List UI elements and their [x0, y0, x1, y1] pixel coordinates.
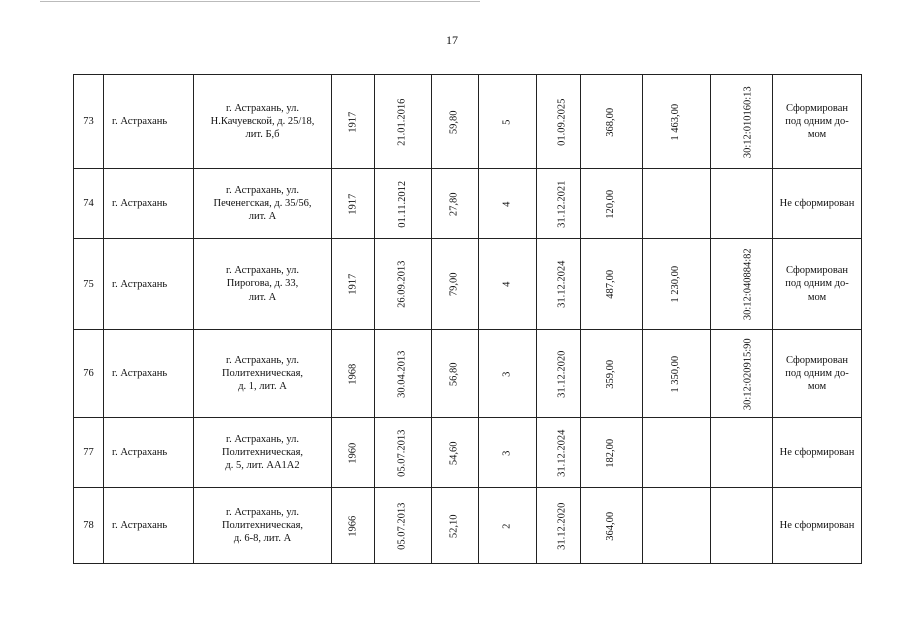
status-line: мом: [807, 129, 827, 141]
area-cell: [432, 239, 479, 330]
value1-cell: [581, 169, 643, 239]
status-cell: [773, 75, 862, 169]
status-line: Сформирован: [785, 102, 848, 114]
status-cell: [773, 239, 862, 330]
build-year: 1960: [346, 442, 358, 464]
count: 5: [501, 119, 513, 125]
address-line: Политехническая,: [221, 519, 304, 531]
cadastral-cell: [711, 488, 773, 564]
cadastral-number: 30:12:040884:82: [742, 248, 754, 321]
deadline-date: 31.12.2024: [556, 260, 568, 309]
emergency-date: 05.07.2013: [396, 502, 408, 550]
cadastral-cell: [711, 169, 773, 239]
value-1: 120,00: [605, 189, 617, 219]
row-number-cell: [74, 330, 104, 418]
city: г. Астрахань: [112, 198, 168, 209]
row-number: 77: [83, 447, 94, 458]
value2-cell: [643, 418, 711, 488]
area: 59,80: [448, 110, 460, 134]
deadline-date: 31.12.2024: [556, 429, 568, 477]
cadastral-cell: [711, 418, 773, 488]
value-1: 487,00: [605, 270, 617, 299]
area: 27,80: [448, 192, 460, 216]
date-cell: [375, 488, 432, 564]
row-number: 76: [83, 368, 94, 379]
row-number-cell: [74, 488, 104, 564]
year-cell: [332, 488, 375, 564]
status-line: Не сформирован: [779, 197, 855, 209]
area: 54,60: [448, 441, 460, 465]
status-line: под одним до-: [785, 367, 849, 379]
deadline-date: 31.12.2020: [556, 502, 568, 550]
count-cell: [479, 488, 537, 564]
city-cell: [104, 330, 194, 418]
emergency-date: 26.09.2013: [396, 260, 408, 309]
deadline-cell: [537, 75, 581, 169]
build-year: 1917: [346, 111, 358, 133]
year-cell: [332, 169, 375, 239]
address-cell: [194, 330, 332, 418]
row-number: 75: [83, 278, 94, 290]
status-cell: [773, 169, 862, 239]
row-number: 73: [83, 116, 94, 127]
status-line: под одним до-: [785, 278, 849, 290]
build-year: 1968: [346, 363, 358, 385]
row-number-cell: [74, 239, 104, 330]
address-line: Политехническая,: [221, 367, 304, 379]
address-line: д. 1, лит. А: [238, 381, 287, 393]
status-line: мом: [807, 291, 827, 303]
count: 3: [501, 371, 513, 377]
count: 3: [501, 450, 513, 456]
cadastral-number: 30:12:010160:13: [742, 86, 754, 158]
deadline-cell: [537, 330, 581, 418]
count: 4: [501, 281, 513, 288]
row-number-cell: [74, 418, 104, 488]
city: г. Астрахань: [112, 447, 168, 458]
address-line: д. 6-8, лит. А: [233, 533, 292, 545]
status-line: Не сформирован: [779, 519, 855, 531]
address-line: г. Астрахань, ул.: [225, 102, 300, 114]
status-line: Сформирован: [785, 354, 848, 366]
count-cell: [479, 169, 537, 239]
count-cell: [479, 418, 537, 488]
status-line: мом: [807, 381, 827, 393]
value-1: 368,00: [605, 107, 617, 137]
address-line: г. Астрахань, ул.: [225, 354, 300, 366]
count-cell: [479, 75, 537, 169]
table-row: [74, 169, 862, 239]
build-year: 1917: [346, 274, 358, 295]
address-line: лит. А: [248, 291, 277, 303]
year-cell: [332, 330, 375, 418]
cadastral-cell: [711, 330, 773, 418]
city-cell: [104, 75, 194, 169]
emergency-date: 21.01.2016: [396, 98, 408, 146]
status-line: Не сформирован: [779, 446, 855, 458]
count: 2: [501, 523, 513, 529]
count-cell: [479, 330, 537, 418]
value1-cell: [581, 330, 643, 418]
housing-table: [73, 74, 862, 564]
year-cell: [332, 75, 375, 169]
address-line: г. Астрахань, ул.: [225, 506, 300, 518]
city-cell: [104, 169, 194, 239]
status-cell: [773, 418, 862, 488]
area: 56,80: [448, 362, 460, 386]
address-line: Пирогова, д. 33,: [226, 278, 299, 290]
area-cell: [432, 330, 479, 418]
date-cell: [375, 75, 432, 169]
address-cell: [194, 75, 332, 169]
value1-cell: [581, 488, 643, 564]
value-1: 364,00: [605, 511, 617, 541]
cadastral-number: 30:12:020915:90: [742, 338, 754, 410]
date-cell: [375, 239, 432, 330]
deadline-cell: [537, 418, 581, 488]
row-number: 78: [83, 520, 94, 531]
table-row: [74, 239, 862, 330]
cadastral-cell: [711, 75, 773, 169]
address-line: г. Астрахань, ул.: [225, 265, 300, 277]
area-cell: [432, 75, 479, 169]
row-number-cell: [74, 169, 104, 239]
status-line: под одним до-: [785, 115, 849, 127]
emergency-date: 30.04.2013: [396, 350, 408, 398]
row-number-cell: [74, 75, 104, 169]
table-row: [74, 330, 862, 418]
emergency-date: 05.07.2013: [396, 429, 408, 477]
address-line: г. Астрахань, ул.: [225, 433, 300, 445]
area-cell: [432, 169, 479, 239]
city: г. Астрахань: [112, 116, 168, 127]
row-number: 74: [83, 198, 94, 209]
table-row: [74, 488, 862, 564]
address-cell: [194, 418, 332, 488]
cadastral-cell: [711, 239, 773, 330]
value-1: 182,00: [605, 438, 617, 468]
area-cell: [432, 418, 479, 488]
status-cell: [773, 330, 862, 418]
count: 4: [501, 201, 513, 207]
deadline-date: 31.12.2021: [556, 180, 568, 228]
address-line: Политехническая,: [221, 446, 304, 458]
city-cell: [104, 488, 194, 564]
table-row: [74, 75, 862, 169]
deadline-date: 01.09.2025: [556, 98, 568, 146]
address-cell: [194, 239, 332, 330]
year-cell: [332, 418, 375, 488]
value-2: 1 350,00: [670, 355, 682, 393]
address-line: лит. Б,б: [245, 129, 280, 141]
city: г. Астрахань: [112, 520, 168, 531]
value1-cell: [581, 75, 643, 169]
deadline-date: 31.12.2020: [556, 350, 568, 398]
area-cell: [432, 488, 479, 564]
city-cell: [104, 239, 194, 330]
value-1: 359,00: [605, 359, 617, 389]
address-line: д. 5, лит. АА1А2: [225, 460, 300, 472]
address-line: лит. А: [248, 211, 277, 223]
date-cell: [375, 169, 432, 239]
date-cell: [375, 330, 432, 418]
value2-cell: [643, 75, 711, 169]
value2-cell: [643, 239, 711, 330]
date-cell: [375, 418, 432, 488]
value-2: 1 230,00: [670, 266, 682, 303]
deadline-cell: [537, 239, 581, 330]
table-row: [74, 418, 862, 488]
count-cell: [479, 239, 537, 330]
address-line: Печенегская, д. 35/56,: [213, 197, 312, 209]
deadline-cell: [537, 169, 581, 239]
page-number: 17: [446, 33, 458, 47]
emergency-date: 01.11.2012: [396, 180, 408, 228]
value2-cell: [643, 330, 711, 418]
deadline-cell: [537, 488, 581, 564]
status-line: Сформирован: [785, 265, 848, 277]
build-year: 1917: [346, 193, 358, 215]
area: 79,00: [448, 272, 460, 297]
status-cell: [773, 488, 862, 564]
scan-top-line: [40, 1, 480, 2]
value1-cell: [581, 239, 643, 330]
value2-cell: [643, 169, 711, 239]
value1-cell: [581, 418, 643, 488]
area: 52,10: [448, 514, 460, 538]
city-cell: [104, 418, 194, 488]
value-2: 1 463,00: [670, 103, 682, 141]
address-line: г. Астрахань, ул.: [225, 184, 300, 196]
city: г. Астрахань: [112, 368, 168, 379]
address-cell: [194, 488, 332, 564]
year-cell: [332, 239, 375, 330]
build-year: 1966: [346, 515, 358, 537]
city: г. Астрахань: [112, 278, 168, 290]
address-line: Н.Качуевской, д. 25/18,: [210, 115, 315, 127]
address-cell: [194, 169, 332, 239]
value2-cell: [643, 488, 711, 564]
